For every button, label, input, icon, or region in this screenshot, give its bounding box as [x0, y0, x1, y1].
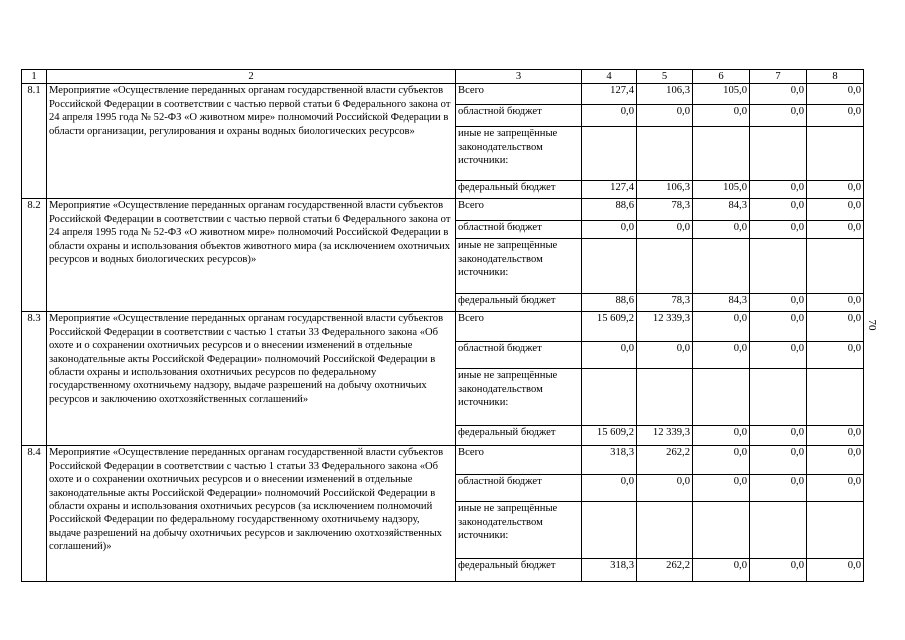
funding-source-label: иные не запрещённые законодательством источники:	[456, 502, 582, 559]
funding-source-label: областной бюджет	[456, 105, 582, 127]
header-cell: 4	[582, 70, 637, 84]
value-cell: 0,0	[693, 312, 750, 342]
value-cell: 0,0	[750, 105, 807, 127]
value-cell: 0,0	[750, 342, 807, 369]
value-cell: 262,2	[637, 559, 693, 582]
funding-source-label: иные не запрещённые законодательством источники:	[456, 239, 582, 294]
funding-source-label: иные не запрещённые законодательством источники:	[456, 127, 582, 181]
value-cell: 0,0	[750, 181, 807, 199]
value-cell: 0,0	[750, 84, 807, 105]
value-cell: 0,0	[750, 446, 807, 475]
value-cell: 0,0	[807, 312, 864, 342]
funding-source-label: Всего	[456, 84, 582, 105]
value-cell-empty	[750, 239, 807, 294]
value-cell: 318,3	[582, 446, 637, 475]
item-number: 8.1	[22, 84, 47, 199]
header-cell: 8	[807, 70, 864, 84]
value-cell-empty	[637, 502, 693, 559]
value-cell-empty	[582, 127, 637, 181]
value-cell: 0,0	[807, 105, 864, 127]
value-cell: 0,0	[807, 199, 864, 221]
value-cell: 318,3	[582, 559, 637, 582]
funding-source-label: федеральный бюджет	[456, 426, 582, 446]
value-cell-empty	[637, 127, 693, 181]
funding-source-label: областной бюджет	[456, 342, 582, 369]
value-cell-empty	[693, 502, 750, 559]
table-row	[22, 84, 864, 105]
value-cell: 84,3	[693, 294, 750, 312]
table-row	[22, 312, 864, 342]
value-cell: 0,0	[750, 294, 807, 312]
value-cell: 0,0	[750, 199, 807, 221]
table-row	[22, 446, 864, 475]
item-number: 8.3	[22, 312, 47, 446]
value-cell-empty	[637, 239, 693, 294]
value-cell: 105,0	[693, 84, 750, 105]
value-cell: 0,0	[807, 426, 864, 446]
value-cell: 0,0	[693, 221, 750, 239]
funding-source-label: Всего	[456, 312, 582, 342]
value-cell-empty	[807, 502, 864, 559]
value-cell: 12 339,3	[637, 426, 693, 446]
funding-source-label: федеральный бюджет	[456, 559, 582, 582]
value-cell: 0,0	[693, 105, 750, 127]
funding-source-label: федеральный бюджет	[456, 181, 582, 199]
value-cell: 0,0	[637, 221, 693, 239]
value-cell: 105,0	[693, 181, 750, 199]
value-cell-empty	[693, 127, 750, 181]
item-description: Мероприятие «Осуществление переданных органам государственной власти субъектов Российской Федерации в соответствии с частью первой статьи 6 Федерального закона от 24 апреля 1995 года № 52-ФЗ «О животном мире» полномочий Российской Федерации в области организации, регулирования и охраны водных биологических ресурсов»	[47, 84, 456, 199]
value-cell: 262,2	[637, 446, 693, 475]
value-cell: 0,0	[807, 342, 864, 369]
funding-source-label: федеральный бюджет	[456, 294, 582, 312]
value-cell: 0,0	[750, 312, 807, 342]
value-cell: 0,0	[637, 105, 693, 127]
value-cell: 0,0	[750, 426, 807, 446]
value-cell: 88,6	[582, 294, 637, 312]
program-funding-table	[21, 69, 864, 582]
value-cell-empty	[582, 369, 637, 426]
header-row	[22, 70, 864, 84]
funding-source-label: Всего	[456, 199, 582, 221]
value-cell: 0,0	[807, 559, 864, 582]
header-cell: 7	[750, 70, 807, 84]
value-cell: 0,0	[807, 84, 864, 105]
item-number: 8.4	[22, 446, 47, 582]
value-cell: 15 609,2	[582, 312, 637, 342]
value-cell: 0,0	[807, 294, 864, 312]
value-cell: 0,0	[807, 221, 864, 239]
header-cell: 2	[47, 70, 456, 84]
value-cell-empty	[637, 369, 693, 426]
funding-source-label: иные не запрещённые законодательством источники:	[456, 369, 582, 426]
value-cell: 0,0	[637, 475, 693, 502]
value-cell-empty	[750, 127, 807, 181]
value-cell: 15 609,2	[582, 426, 637, 446]
value-cell-empty	[807, 369, 864, 426]
value-cell: 0,0	[750, 559, 807, 582]
header-cell: 1	[22, 70, 47, 84]
item-description: Мероприятие «Осуществление переданных органам государственной власти субъектов Российской Федерации в соответствии с частью первой статьи 6 Федерального закона от 24 апреля 1995 года № 52-ФЗ «О животном мире» полномочий Российской Федерации в области охраны и использования объектов животного мира (за исключением охотничьих ресурсов и водных биологических ресурсов)»	[47, 199, 456, 312]
value-cell: 0,0	[582, 221, 637, 239]
value-cell: 78,3	[637, 294, 693, 312]
value-cell: 0,0	[637, 342, 693, 369]
funding-source-label: областной бюджет	[456, 475, 582, 502]
value-cell: 0,0	[582, 105, 637, 127]
value-cell: 0,0	[750, 475, 807, 502]
value-cell: 0,0	[807, 446, 864, 475]
value-cell: 0,0	[807, 475, 864, 502]
value-cell: 127,4	[582, 181, 637, 199]
funding-source-label: Всего	[456, 446, 582, 475]
value-cell-empty	[693, 239, 750, 294]
value-cell: 12 339,3	[637, 312, 693, 342]
header-cell: 5	[637, 70, 693, 84]
value-cell: 106,3	[637, 181, 693, 199]
table-row	[22, 199, 864, 221]
value-cell-empty	[693, 369, 750, 426]
value-cell-empty	[807, 127, 864, 181]
value-cell: 106,3	[637, 84, 693, 105]
value-cell: 0,0	[693, 446, 750, 475]
value-cell: 78,3	[637, 199, 693, 221]
item-number: 8.2	[22, 199, 47, 312]
value-cell: 0,0	[693, 426, 750, 446]
value-cell-empty	[750, 502, 807, 559]
funding-source-label: областной бюджет	[456, 221, 582, 239]
item-description: Мероприятие «Осуществление переданных органам государственной власти субъектов Российской Федерации в соответствии с частью 1 статьи 33 Федерального закона «Об охоте и о сохранении охотничьих ресурсов и о внесении изменений в отдельные законодательные акты Российской Федерации» полномочий Российской Федерации в области охраны и использования охотничьих ресурсов по федеральному государственному охотничьему надзору, выдаче разрешений на добычу охотничьих ресурсов и заключению охотхозяйственных соглашений»	[47, 312, 456, 446]
value-cell: 127,4	[582, 84, 637, 105]
value-cell: 0,0	[582, 475, 637, 502]
value-cell: 0,0	[693, 342, 750, 369]
header-cell: 6	[693, 70, 750, 84]
value-cell: 0,0	[693, 475, 750, 502]
value-cell: 0,0	[750, 221, 807, 239]
value-cell-empty	[582, 239, 637, 294]
value-cell-empty	[750, 369, 807, 426]
item-description: Мероприятие «Осуществление переданных органам государственной власти субъектов Российской Федерации в соответствии с частью 1 статьи 33 Федерального закона «Об охоте и о сохранении охотничьих ресурсов и о внесении изменений в отдельные законодательные акты Российской Федерации» полномочий Российской Федерации в области охраны и использования охотничьих ресурсов (за исключением полномочий Российской Федерации по федеральному государственному охотничьему надзору, выдаче разрешений на добычу охотничьих ресурсов и заключению охотхозяйственных соглашений)»	[47, 446, 456, 582]
header-cell: 3	[456, 70, 582, 84]
value-cell: 88,6	[582, 199, 637, 221]
page-number: 70	[866, 319, 878, 331]
value-cell: 0,0	[693, 559, 750, 582]
value-cell: 84,3	[693, 199, 750, 221]
value-cell: 0,0	[582, 342, 637, 369]
value-cell: 0,0	[807, 181, 864, 199]
value-cell-empty	[582, 502, 637, 559]
value-cell-empty	[807, 239, 864, 294]
